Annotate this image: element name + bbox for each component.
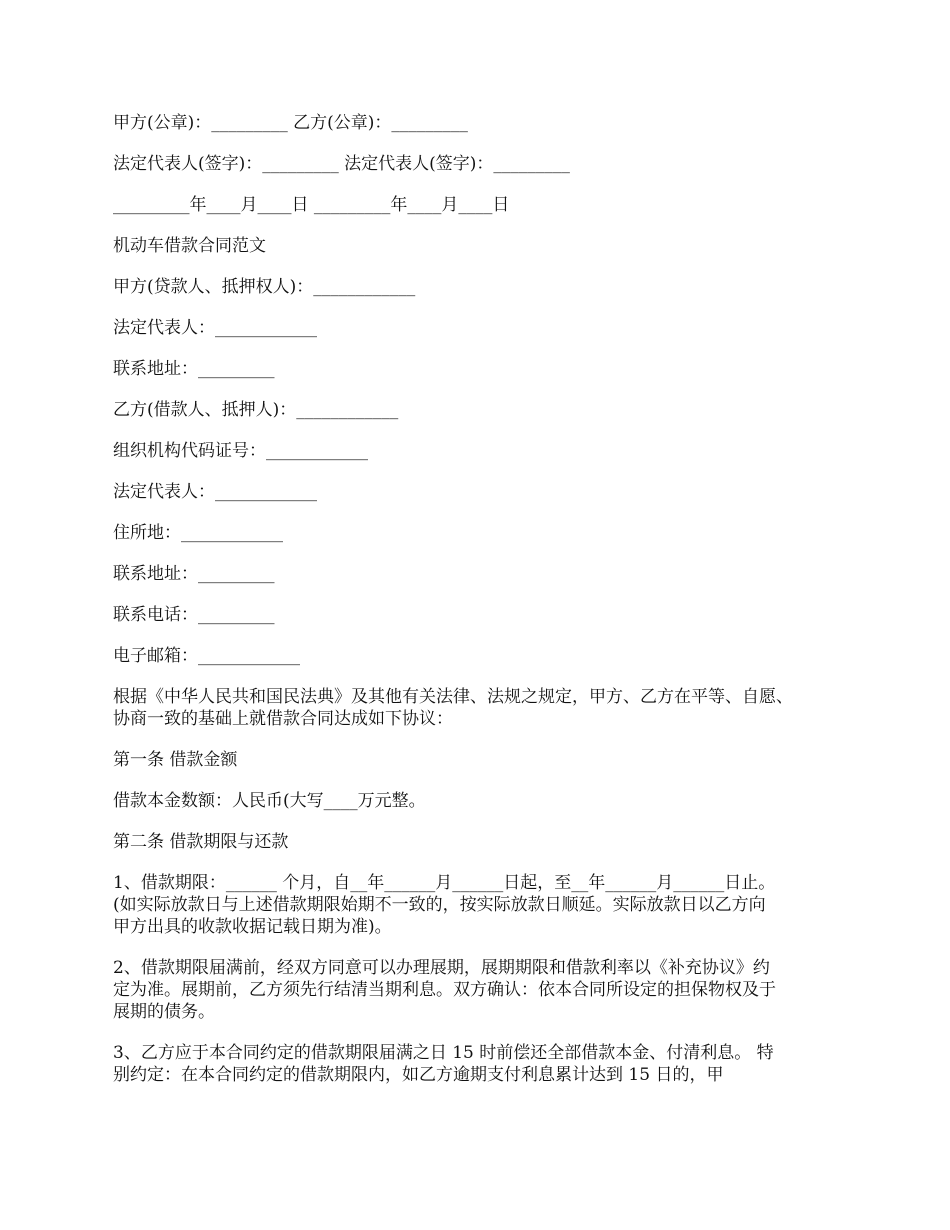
party-a-representative-line: 法定代表人：____________ xyxy=(113,318,317,338)
party-b-representative-line: 法定代表人：____________ xyxy=(113,482,317,502)
clause-2-paragraph: 2、借款期限届满前，经双方同意可以办理展期，展期期限和借款利率以《补充协议》约 定为准。展期前，乙方须先行结清当期利息。双方确认：依本合同所设定的担保物权及于 展期的债务。 xyxy=(113,958,776,1022)
email-line: 电子邮箱：____________ xyxy=(113,646,300,666)
party-a-lender-line: 甲方(贷款人、抵押权人)：____________ xyxy=(113,277,416,297)
document-page xyxy=(113,112,858,1105)
phone-line: 联系电话：_________ xyxy=(113,605,275,625)
organization-code-line: 组织机构代码证号：____________ xyxy=(113,441,368,461)
party-a-seal-line: 甲方(公章)：_________ 乙方(公章)：_________ xyxy=(113,113,468,133)
article-1-title: 第一条 借款金额 xyxy=(113,750,238,770)
clause-3-paragraph: 3、乙方应于本合同约定的借款期限届满之日 15 时前偿还全部借款本金、付清利息。 特 别约定：在本合同约定的借款期限内，如乙方逾期支付利息累计达到 15 日的，甲 xyxy=(113,1043,774,1085)
clause-1-paragraph: 1、借款期限：______ 个月，自__年______月______日起，至__年______月______日止。 (如实际放款日与上述借款期限始期不一致的，按实际放款日顺延。实际放款日以乙方向 甲方出具的收款收据记载日期为准)。 xyxy=(113,873,776,937)
article-2-title: 第二条 借款期限与还款 xyxy=(113,832,289,852)
date-line: _________年____月____日 _________年____月____日 xyxy=(113,195,510,215)
party-b-address-line: 联系地址：_________ xyxy=(113,564,275,584)
party-a-address-line: 联系地址：_________ xyxy=(113,359,275,379)
party-b-borrower-line: 乙方(借款人、抵押人)：____________ xyxy=(113,400,399,420)
representative-signature-line: 法定代表人(签字)：_________ 法定代表人(签字)：_________ xyxy=(113,154,570,174)
loan-amount-line: 借款本金数额：人民币(大写____万元整。 xyxy=(113,791,426,811)
document-title: 机动车借款合同范文 xyxy=(113,236,266,256)
residence-line: 住所地：____________ xyxy=(113,523,283,543)
intro-paragraph: 根据《中华人民共和国民法典》及其他有关法律、法规之规定，甲方、乙方在平等、自愿、 协商一致的基础上就借款合同达成如下协议： xyxy=(113,687,793,729)
